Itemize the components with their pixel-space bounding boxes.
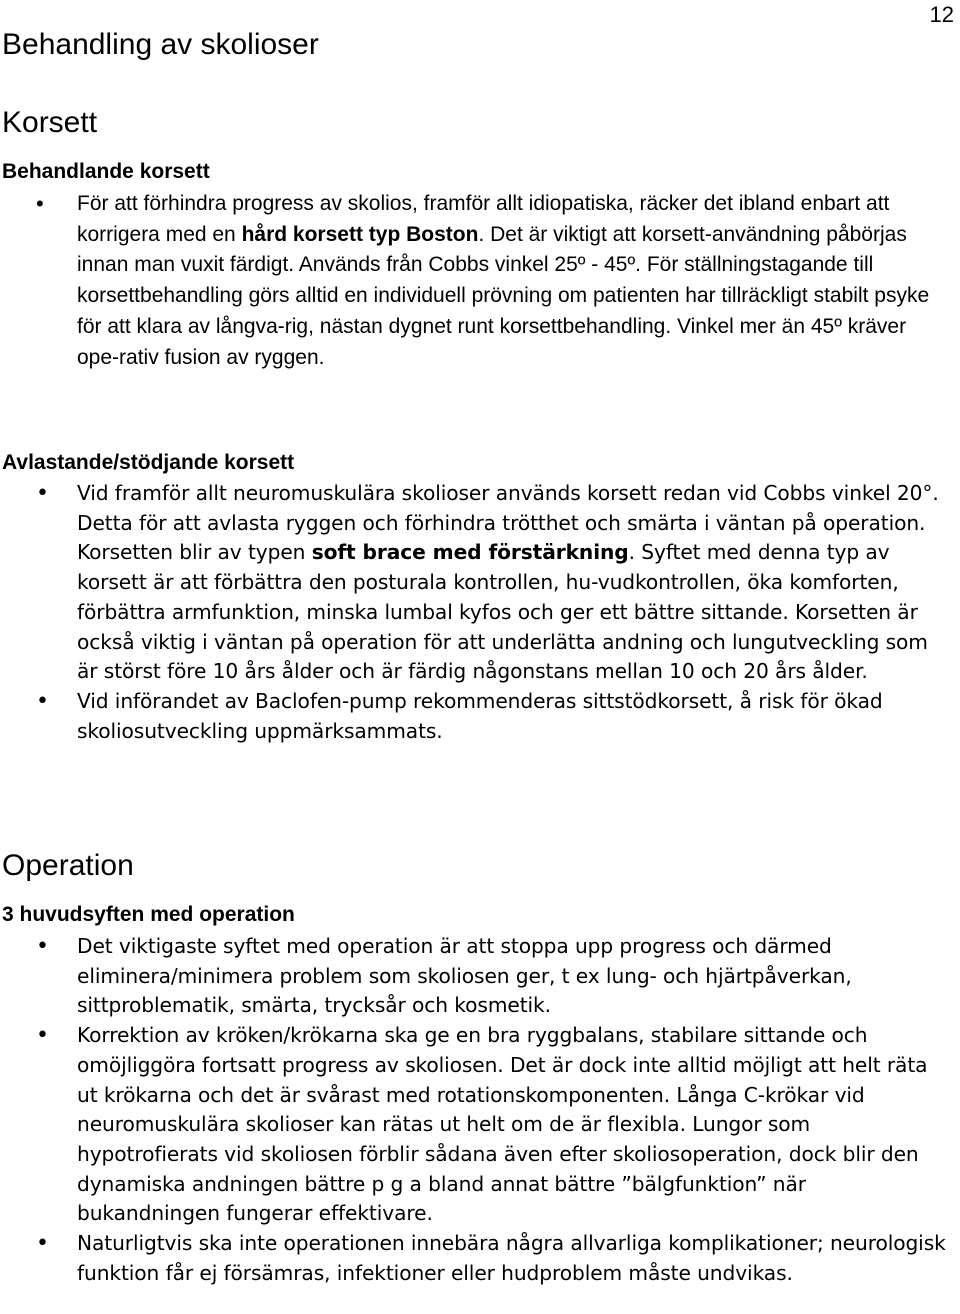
bullet-icon: • [36,688,49,714]
item-bold-text: hård korsett typ Boston [241,222,479,246]
subheading-huvudsyften: 3 huvudsyften med operation [2,903,295,926]
section-heading-operation: Operation [2,849,134,882]
item-text: . Syftet med denna typ av korsett är att förbättra den posturala kontrollen, hu-vudkontrollen, öka komforten, förbättra armfunktion, minska lumbal kyfos och ger ett bättre sittande. Korsetten är också viktig i väntan på operation för att underlätta andning och lungutveckling som är störst före 10 års ålder och är färdig någonstans mellan 10 och 20 års ålder. [77,540,928,684]
item-bold-text: soft brace med förstärkning [311,540,629,565]
behandlande-list [0,189,958,373]
list-item [0,1021,958,1229]
item-text: . Det är viktigt att korsett-användning påbörjas innan man vuxit färdigt. Används från Cobbs vinkel 25º - 45º. För ställningstagande till korsettbehandling görs alltid en individuell prövning om patienten har tillräckligt stabilt psyke för att klara av långva-rig, nästan dygnet runt korsettbehandling. Vinkel mer än 45º kräver ope-rativ fusion av ryggen. [77,222,930,369]
document-title: Behandling av skolioser [2,28,319,61]
item-text: Naturligtvis ska inte operationen innebära några allvarliga komplikationer; neurologisk funktion får ej försämras, infektioner eller hudproblem måste undvikas. [77,1231,946,1285]
bullet-icon: • [36,1023,49,1049]
list-item [0,687,958,746]
subheading-behandlande-korsett: Behandlande korsett [2,160,210,183]
item-text: Vid införandet av Baclofen-pump rekommenderas sittstödkorsett, å risk för ökad skoliosutveckling uppmärksammats. [77,688,883,743]
subheading-avlastande-korsett: Avlastande/stödjande korsett [2,451,295,474]
item-text: Det viktigaste syftet med operation är att stoppa upp progress och därmed eliminera/minimera problem som skoliosen ger, t ex lung- och hjärtpåverkan, sittproblematik, smärta, trycksår och kosmetik. [77,934,852,1018]
bullet-icon: • [36,934,49,959]
avlastande-list [0,479,958,746]
bullet-icon: • [36,1231,49,1257]
list-item [0,479,958,687]
section-heading-korsett: Korsett [2,106,98,139]
list-item [0,932,958,1021]
item-text: Vid framför allt neuromuskulära skolioser används korsett redan vid Cobbs vinkel 20°. Detta för att avlasta ryggen och förhindra trötthet och smärta i väntan på operation. Korsetten blir av typen [77,481,939,565]
list-item [0,189,958,373]
list-item [0,1229,958,1288]
bullet-icon: • [36,191,44,216]
operation-list [0,932,958,1288]
page-number: 12 [929,2,954,27]
item-text: Korrektion av kröken/krökarna ska ge en bra ryggbalans, stabilare sittande och omöjliggöra fortsatt progress av skoliosen. Det är dock inte alltid möjligt att helt räta ut krökarna och det är svårast med rotationskomponenten. Långa C-krökar vid neuromuskulära skolioser kan rätas ut helt om de är flexibla. Lungor som hypotrofierats vid skoliosen förblir sådana även efter skoliosoperation, dock blir den dynamiska andningen bättre p g a bland annat bättre ”bälgfunktion” när bukandningen fungerar effektivare. [77,1023,928,1226]
item-text: För att förhindra progress av skolios, framför allt idiopatiska, räcker det ibland enbart att korrigera med en [77,192,890,246]
bullet-icon: • [36,481,49,506]
